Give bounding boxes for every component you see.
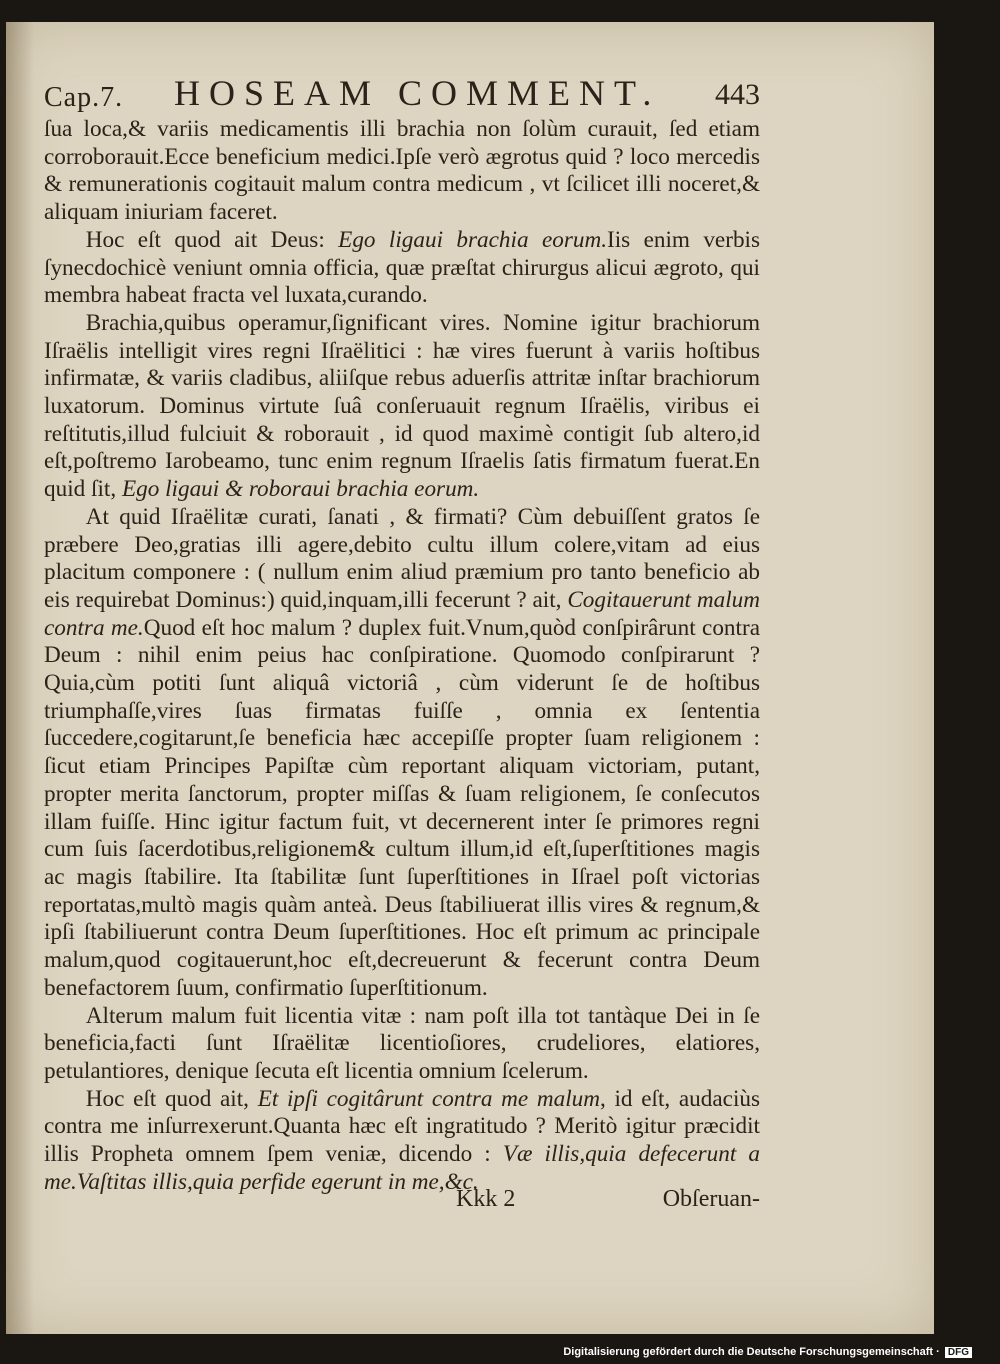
scripture-quote: Ego ligaui & roboraui brachia eorum. [121,476,480,503]
chapter-label: Cap.7. [44,82,124,113]
scripture-quote: Væ illis,quia defecerunt a me.Vaſtitas illis,quia perfide egerunt in me,&c. [44,1141,760,1195]
text-run: , id eſt, audaciùs contra me inſurrexerunt.Quanta hæc eſt ingratitudo ? Meritò igitur præcidit illis Propheta omnem ſpem veniæ, dicendo : [44,1085,761,1168]
text-run: Iis enim verbis ſynecdochicè veniunt omnia officia, quæ præſtat chirurgus alicui ægroto, qui membra habeat fracta vel luxata,curando. [44,226,761,309]
text-run: ſua loca,& variis medicamentis illi brachia non ſolùm curauit, ſed etiam corroborauit.Ecce beneficium medici.Ipſe verò ægrotus quid ? loco mercedis & remunerationis cogitauit malum contra medicum , vt ſcilicet illi noceret,& aliquam iniuriam faceret. [44,116,760,226]
text-run: Quod eſt hoc malum ? duplex fuit.Vnum,quòd conſpirârunt contra Deum : nihil enim peius hac conſpiratione. Quomodo conſpirarunt ? Quia,cùm potiti ſunt aliquâ victoriâ , cùm viderunt ſe de hoſtibus triumphaſſe,vires ſuas firmatas fuiſſe , omnia ex ſententia ſuccedere,cogitarunt,ſe beneficia hæc accepiſſe propter ſuam religionem : ſicut etiam Principes Papiſtæ cùm reportant aliquam victoriam, putant, propter merita ſanctorum, propter miſſas & ſuam religionem, ſe conſecutos illam fuiſſe. Hinc igitur factum fuit, vt decernerent inter ſe primores regni cum ſuis ſacerdotibus,religionem& cultum illum,id eſt,ſuperſtitiones magis ac magis ſtabilire. Ita ſtabilitæ ſunt ſuperſtitiones in Iſrael poſt victorias reportatas,multò magis quàm anteà. Deus ſtabiliuerat illis vires & regnum,& ipſi ſtabiliuerunt contra Deum ſuperſtitiones. Hoc eſt primum ac principale malum,quod cogitauerunt,hoc eſt,decreuerunt & fecerunt contra Deum benefactorem ſuum, confirmatio ſuperſtitionum. [44,614,760,1001]
page-footer [44,1186,760,1216]
text-run: Alterum malum fuit licentia vitæ : nam poſt illa tot tantàque Dei in ſe beneficia,facti ſunt Iſraëlitæ licentioſiores, crudeliores, elatiores, petulantiores, denique ſecuta eſt licentia omnium ſcelerum. [44,1002,760,1084]
signature-mark: Kkk 2 [456,1186,516,1212]
scripture-quote: Et ipſi cogitârunt contra me malum [257,1085,600,1112]
text-run: Hoc eſt quod ait, [85,1085,258,1112]
paragraph-2 [44,227,760,310]
paragraph-6 [44,1086,760,1197]
running-header [44,62,760,122]
digitization-credit [563,1346,972,1358]
gutter-shadow [6,22,34,1334]
scripture-quote: Cogitauerunt malum contra me. [44,586,760,641]
main-text [44,116,760,1196]
dfg-logo: DFG [945,1347,972,1358]
text-run: At quid Iſraëlitæ curati, ſanati , & firmati? Cùm debuiſſent gratos ſe præbere Deo,gratias illi agere,debito cultu illum colere,vitam ad eius placitum componere : ( nullum enim aliud præmium pro tanto beneficio ab eis requirebat Dominus:) quid,inquam,illi fecerunt ? ait, [44,503,760,613]
credit-text: Digitalisierung gefördert durch die Deutsche Forschungsgemeinschaft · [563,1346,940,1358]
catchword: Obſeruan- [662,1186,760,1212]
text-run: Brachia,quibus operamur,ſignificant vires. Nomine igitur brachiorum Iſraëlis intelligit vires regni Iſraëlitici : hæ vires fuerunt à variis hoſtibus infirmatæ, & variis cladibus, aliiſque rebus aduerſis attritæ inſtar brachiorum luxatorum. Dominus virtute ſuâ conſeruauit regnum Iſraëlis, viribus ei reſtitutis,illud fulciuit & roborauit , id quod maximè contigit ſub altero,id eſt,poſtremo Iarobeamo, tunc enim regnum Iſraelis ſatis firmatum fuerat.En quid ſit, [44,309,760,503]
text-run: Hoc eſt quod ait Deus: [85,226,339,253]
page-number: 443 [715,78,760,111]
paragraph-3 [44,310,760,504]
paragraph-4 [44,504,760,1003]
paragraph-1 [44,116,760,227]
scripture-quote: Ego ligaui brachia eorum. [338,226,607,253]
paragraph-5 [44,1003,760,1086]
running-title: HOSEAM COMMENT. [174,73,661,113]
